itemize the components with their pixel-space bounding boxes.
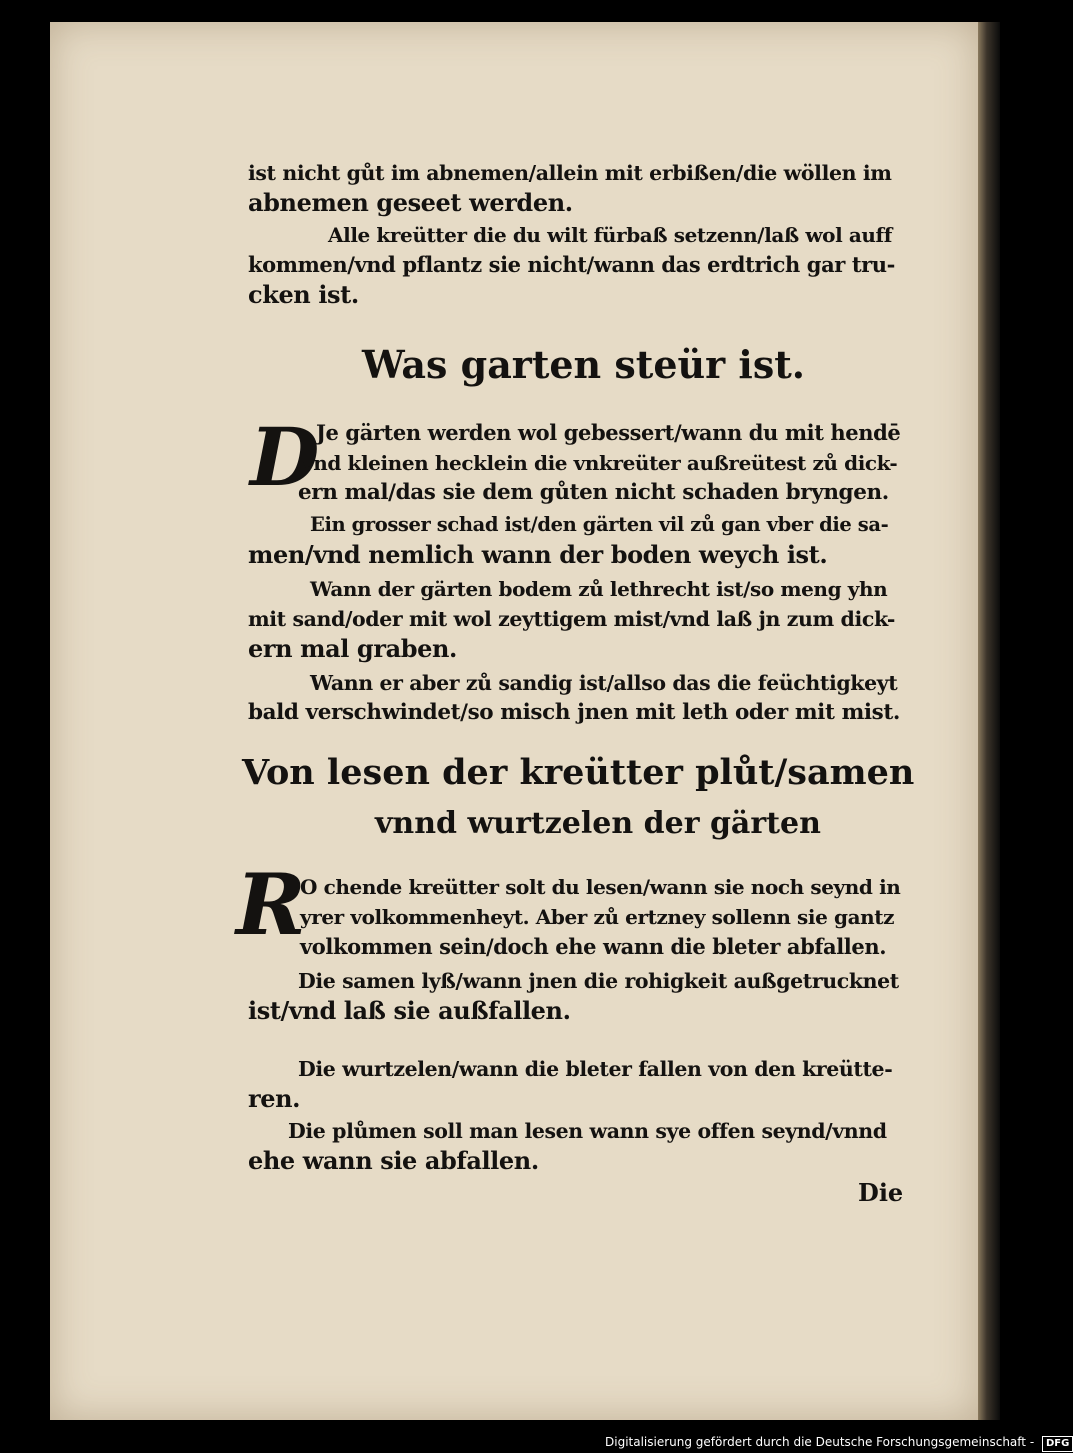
text-line: Ein grosser schad ist/den gärten vil zů gan vber die sa- [310,513,889,536]
text-line: ern mal graben. [248,634,457,663]
text-line: ist/vnd laß sie außfallen. [248,996,571,1025]
drop-cap-initial: D [250,410,320,504]
page-edge [978,22,1000,1420]
catchword: Die [858,1178,904,1207]
section-heading-2: Von lesen der kreütter plůt/samen [242,752,915,793]
text-line: Wann er aber zů sandig ist/allso das die feüchtigkeyt [310,671,898,695]
text-line: kommen/vnd pflantz sie nicht/wann das erdtrich gar tru- [248,252,895,277]
text-line: Alle kreütter die du wilt fürbaß setzenn/laß wol auff [328,223,892,247]
funding-notice [605,1432,1070,1452]
section-heading-1: Was garten steür ist. [362,342,806,387]
text-line: Die plůmen soll man lesen wann sye offen seynd/vnnd [288,1119,887,1143]
text-line: ehe wann sie abfallen. [248,1146,539,1175]
text-line: men/vnd nemlich wann der boden weych ist. [248,540,828,569]
text-line: Die samen lyß/wann jnen die rohigkeit außgetrucknet [298,969,899,993]
text-line: Wann der gärten bodem zů lethrecht ist/so meng yhn [310,577,888,601]
funding-text: Digitalisierung gefördert durch die Deutsche Forschungsgemeinschaft - [605,1435,1035,1449]
text-line: vnd kleinen hecklein die vnkreüter außreütest zů dick- [302,451,898,475]
text-line: Die wurtzelen/wann die bleter fallen von den kreütte- [298,1057,893,1081]
dfg-logo: DFG [1042,1436,1073,1452]
drop-cap-initial: R [236,855,306,954]
text-line: O chende kreütter solt du lesen/wann sie noch seynd in [300,875,901,899]
text-line: ern mal/das sie dem gůten nicht schaden bryngen. [298,480,889,505]
text-line: abnemen geseet werden. [248,188,573,217]
text-line: bald verschwindet/so misch jnen mit leth oder mit mist. [248,700,901,725]
section-subheading-2: vnnd wurtzelen der gärten [375,806,821,841]
text-line: ist nicht gůt im abnemen/allein mit erbißen/die wöllen im [248,161,892,185]
text-line: Je gärten werden wol gebessert/wann du mit hendē [316,420,901,445]
text-line: mit sand/oder mit wol zeyttigem mist/vnd laß jn zum dick- [248,607,896,631]
text-line: yrer volkommenheyt. Aber zů ertzney sollenn sie gantz [300,905,895,929]
text-line: cken ist. [248,280,359,309]
text-line: ren. [248,1084,301,1113]
text-line: volkommen sein/doch ehe wann die bleter abfallen. [300,934,887,959]
